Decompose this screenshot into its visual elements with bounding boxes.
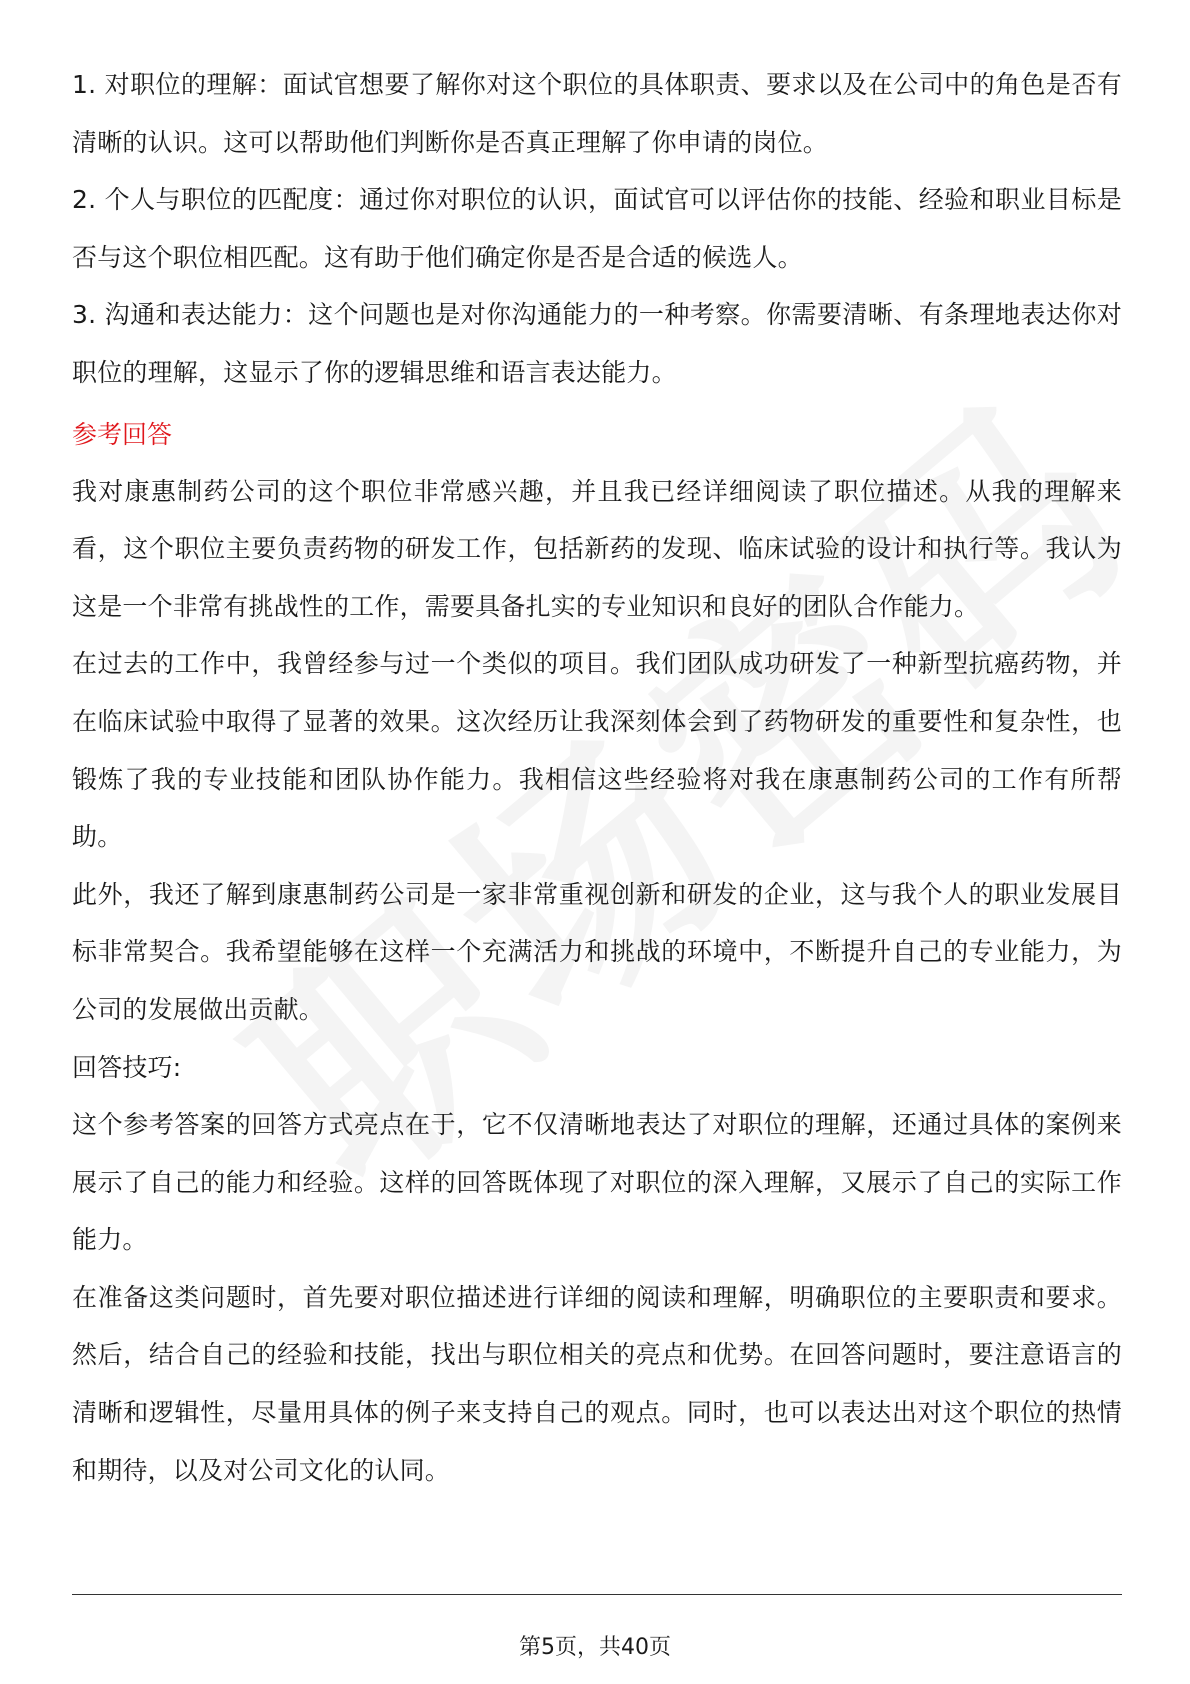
tips-paragraph: 在准备这类问题时，首先要对职位描述进行详细的阅读和理解，明确职位的主要职责和要求。然后，结合自己的经验和技能，找出与职位相关的亮点和优势。在回答问题时，要注意语言的清晰和逻辑性，尽量用具体的例子来支持自己的观点。同时，也可以表达出对这个职位的热情和期待，以及对公司文化的认同。 xyxy=(72,1282,1122,1485)
point-understanding: 1. 对职位的理解：面试官想要了解你对这个职位的具体职责、要求以及在公司中的角色是否有清晰的认识。这可以帮助他们判断你是否真正理解了你申请的岗位。 xyxy=(72,70,1122,157)
reference-answer-heading: 参考回答 xyxy=(72,419,173,449)
page-number: 第5页，共40页 xyxy=(519,1635,671,1660)
tips-paragraph: 这个参考答案的回答方式亮点在于，它不仅清晰地表达了对职位的理解，还通过具体的案例来展示了自己的能力和经验。这样的回答既体现了对职位的深入理解，又展示了自己的实际工作能力。 xyxy=(72,1110,1122,1255)
answer-paragraph: 在过去的工作中，我曾经参与过一个类似的项目。我们团队成功研发了一种新型抗癌药物，并在临床试验中取得了显著的效果。这次经历让我深刻体会到了药物研发的重要性和复杂性，也锻炼了我的专业技能和团队协作能力。我相信这些经验将对我在康惠制药公司的工作有所帮助。 xyxy=(72,649,1122,852)
point-communication: 3. 沟通和表达能力：这个问题也是对你沟通能力的一种考察。你需要清晰、有条理地表达你对职位的理解，这显示了你的逻辑思维和语言表达能力。 xyxy=(72,300,1122,387)
point-match: 2. 个人与职位的匹配度：通过你对职位的认识，面试官可以评估你的技能、经验和职业目标是否与这个职位相匹配。这有助于他们确定你是否是合适的候选人。 xyxy=(72,185,1122,272)
document-body xyxy=(72,56,1122,1499)
answer-paragraph: 此外，我还了解到康惠制药公司是一家非常重视创新和研发的企业，这与我个人的职业发展目标非常契合。我希望能够在这样一个充满活力和挑战的环境中，不断提升自己的专业能力，为公司的发展做出贡献。 xyxy=(72,879,1122,1024)
footer-divider xyxy=(72,1594,1122,1595)
tips-label: 回答技巧: xyxy=(72,1052,182,1082)
answer-paragraph: 我对康惠制药公司的这个职位非常感兴趣，并且我已经详细阅读了职位描述。从我的理解来看，这个职位主要负责药物的研发工作，包括新药的发现、临床试验的设计和执行等。我认为这是一个非常有挑战性的工作，需要具备扎实的专业知识和良好的团队合作能力。 xyxy=(72,476,1122,621)
